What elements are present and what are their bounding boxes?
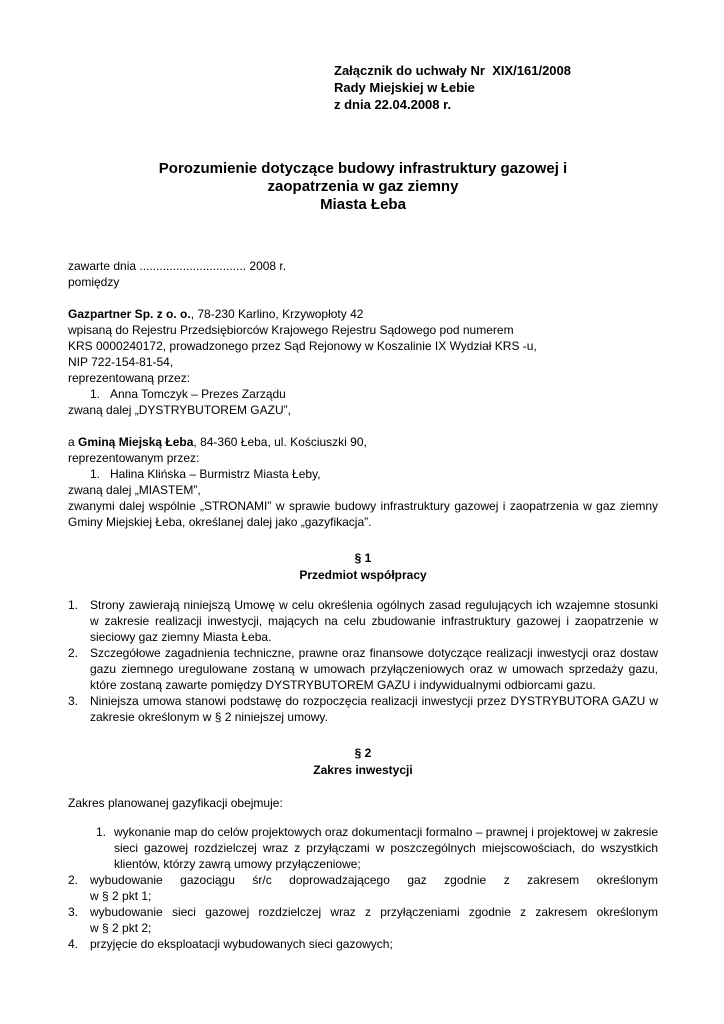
document-title-line-3: Miasta Łeba [320, 196, 406, 213]
list-item-number: 1. [96, 825, 107, 839]
list-item-number: 3. [68, 905, 79, 919]
list-item-text: wykonanie map do celów projektowych oraz dokumentacji formalno – prawnej i projektowej w zakresie sieci gazowej rozdzielczej wraz z przyłączami w poszczególnych miejscowościach, do wszystkich klientów, którzy zawrą umowy przyłączeniowe; [114, 825, 658, 871]
party-city [68, 434, 658, 530]
party-city-rep-label: reprezentowanym przez: [68, 451, 200, 465]
party-distributor-rep-label: reprezentowaną przez: [68, 371, 191, 385]
rep-item-text: Halina Klińska – Burmistrz Miasta Łeby, [110, 467, 321, 481]
section-2-heading [68, 745, 658, 779]
document-title-line-2: zaopatrzenia w gaz ziemny [267, 178, 459, 195]
list-item-number: 4. [68, 937, 79, 951]
agreement-intro [68, 258, 658, 290]
party-distributor-alias: zwaną dalej „DYSTRYBUTOREM GAZU”, [68, 403, 291, 417]
document-title [68, 160, 658, 214]
list-item [68, 904, 658, 936]
party-distributor [68, 306, 658, 418]
list-item [68, 824, 658, 872]
list-item-text: Niniejsza umowa stanowi podstawę do rozpoczęcia realizacji inwestycji przez DYSTRYBUTORA GAZU w zakresie określonym w § 2 niniejszej umowy. [90, 694, 658, 724]
list-item-line: wybudowanie sieci gazowej rozdzielczej wraz z przyłączeniami zgodnie z zakresem określonym [90, 905, 658, 919]
party-city-rep-item [68, 466, 658, 482]
attachment-header-line-1: Załącznik do uchwały Nr XIX/161/2008 [334, 63, 571, 78]
party-city-alias: zwaną dalej „MIASTEM”, [68, 483, 201, 497]
section-1-title: Przedmiot współpracy [299, 568, 427, 582]
joint-parties-clause: zwanymi dalej wspólnie „STRONAMI” w sprawie budowy infrastruktury gazowej i zaopatrzenia w gaz ziemny Gminy Miejskiej Łeba, określanej dalej jako „gazyfikacja”. [68, 499, 658, 529]
section-2-list [68, 824, 658, 952]
party-distributor-rep-item [68, 386, 658, 402]
date-line: zawarte dnia ................................ 2008 r. [68, 259, 287, 273]
list-item-number: 2. [68, 873, 79, 887]
attachment-header [334, 62, 658, 113]
party-distributor-registry-line-2: KRS 0000240172, prowadzonego przez Sąd Rejonowy w Koszalinie IX Wydział KRS -u, [68, 339, 537, 353]
party-city-prefix: a [68, 435, 79, 449]
party-distributor-nip: NIP 722-154-81-54, [68, 355, 174, 369]
between-line: pomiędzy [68, 275, 120, 289]
rep-item-text: Anna Tomczyk – Prezes Zarządu [110, 387, 286, 401]
list-item-text [90, 904, 658, 936]
list-item-line: w § 2 pkt 2; [90, 921, 152, 935]
list-item [68, 597, 658, 645]
rep-item-number: 1. [90, 467, 101, 481]
party-city-name: Gminą Miejską Łeba [78, 435, 194, 449]
section-1-number: § 1 [354, 551, 372, 565]
list-item [68, 936, 658, 952]
attachment-header-line-2: Rady Miejskiej w Łebie [334, 80, 475, 95]
list-item-text: Szczegółowe zagadnienia techniczne, prawne oraz finansowe dotyczące realizacji inwestycji oraz dostaw gazu ziemnego uregulowane zostaną w umowach przyłączeniowych oraz w umowach sprzedaży gazu, które zostaną zawarte pomiędzy DYSTRYBUTOREM GAZU i indywidualnymi odbiorcami gazu. [90, 646, 658, 692]
attachment-header-line-3: z dnia 22.04.2008 r. [334, 97, 452, 112]
section-2-number: § 2 [354, 746, 372, 760]
document-title-line-1: Porozumienie dotyczące budowy infrastruktury gazowej i [158, 160, 568, 177]
list-item-text [90, 872, 658, 904]
section-2-title: Zakres inwestycji [313, 763, 413, 777]
list-item-number: 3. [68, 694, 79, 708]
list-item-text: przyjęcie do eksploatacji wybudowanych sieci gazowych; [90, 937, 393, 951]
list-item-line: w § 2 pkt 1; [90, 889, 152, 903]
party-distributor-address: , 78-230 Karlino, Krzywopłoty 42 [190, 307, 364, 321]
section-1-heading [68, 550, 658, 584]
list-item-number: 1. [68, 598, 79, 612]
section-1-list [68, 597, 658, 725]
list-item-text: Strony zawierają niniejszą Umowę w celu określenia ogólnych zasad regulujących ich wzajemne stosunki w zakresie realizacji inwestycji, mających na celu zbudowanie infrastruktury gazowej i zaopatrzenie w sieciowy gaz ziemny Miasta Łeba. [90, 598, 658, 644]
party-city-name-line [68, 434, 658, 450]
list-item [68, 645, 658, 693]
party-distributor-registry-line-1: wpisaną do Rejestru Przedsiębiorców Krajowego Rejestru Sądowego pod numerem [68, 323, 514, 337]
list-item [68, 693, 658, 725]
list-item-number: 2. [68, 646, 79, 660]
party-distributor-name-line [68, 306, 658, 322]
party-distributor-name: Gazpartner Sp. z o. o. [68, 307, 191, 321]
rep-item-number: 1. [90, 387, 101, 401]
section-2-lead: Zakres planowanej gazyfikacji obejmuje: [68, 796, 283, 810]
party-city-address: , 84-360 Łeba, ul. Kościuszki 90, [193, 435, 367, 449]
list-item [68, 872, 658, 904]
list-item-line: wybudowanie gazociągu śr/c doprowadzającego gaz zgodnie z zakresem określonym [90, 873, 658, 887]
